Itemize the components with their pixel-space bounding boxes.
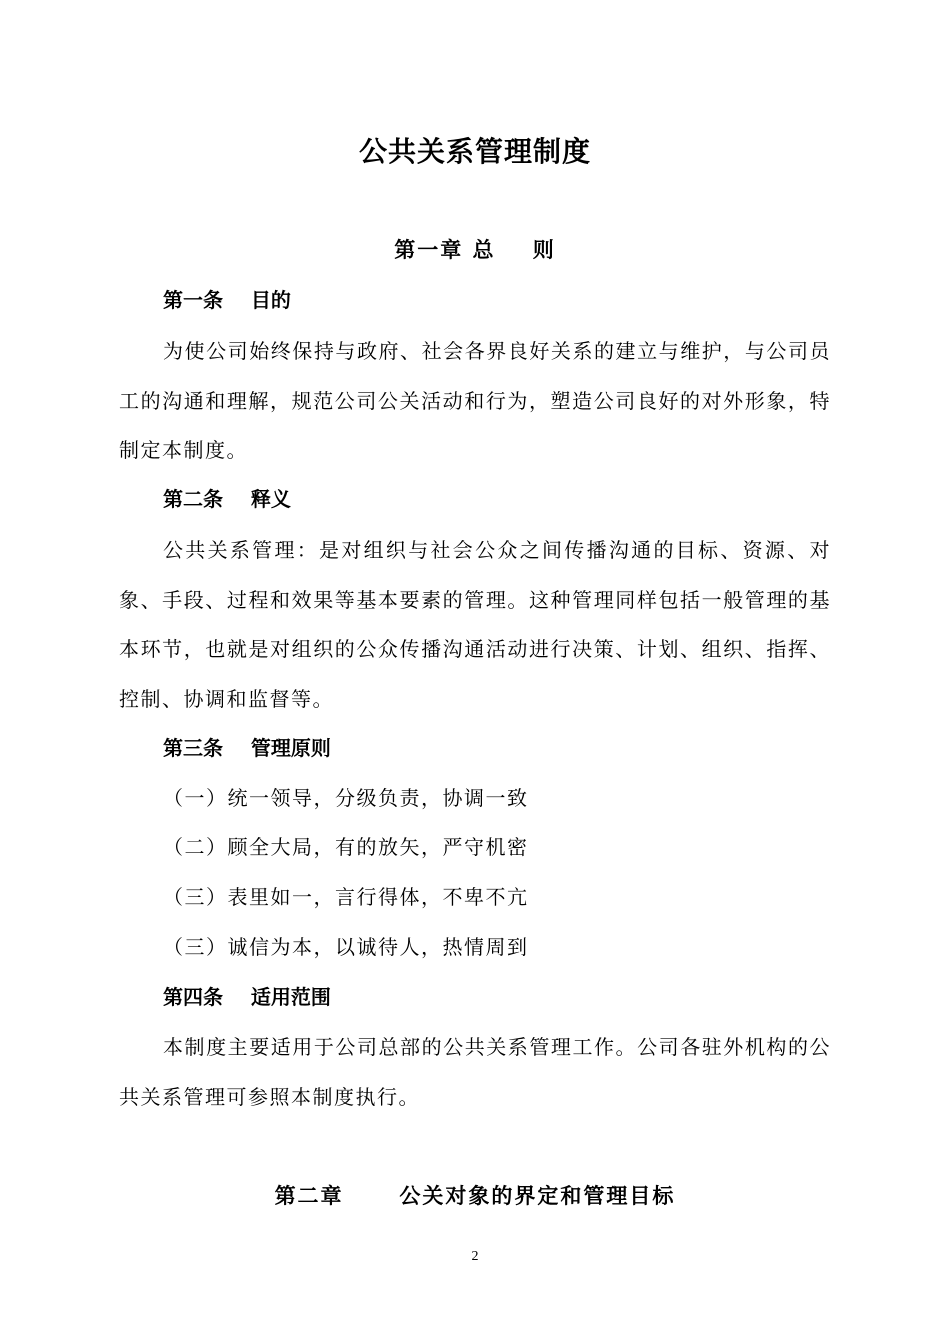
article-1-text: 为使公司始终保持与政府、社会各界良好关系的建立与维护，与公司员工的沟通和理解，规范公司公关活动和行为，塑造公司良好的对外形象，特制定本制度。 — [119, 339, 831, 462]
article-4-text: 本制度主要适用于公司总部的公共关系管理工作。公司各驻外机构的公共关系管理可参照本制度执行。 — [119, 1035, 831, 1109]
article-2-text: 公共关系管理：是对组织与社会公众之间传播沟通的目标、资源、对象、手段、过程和效果等基本要素的管理。这种管理同样包括一般管理的基本环节，也就是对组织的公众传播沟通活动进行决策、计划、组织、指挥、控制、协调和监督等。 — [119, 538, 831, 711]
article-4-heading: 第四条 适用范围 — [163, 985, 331, 1009]
article-2-heading: 第二条 释义 — [163, 487, 291, 511]
page-number: 2 — [471, 1249, 479, 1264]
chapter-2-heading: 第二章 公关对象的界定和管理目标 — [274, 1184, 676, 1208]
article-3-heading: 第三条 管理原则 — [163, 736, 331, 760]
principle-item: （二）顾全大局，有的放矢，严守机密 — [163, 835, 529, 859]
principle-item: （三）诚信为本，以诚待人，热情周到 — [163, 935, 529, 959]
chapter-1-heading: 第一章 总 则 — [394, 238, 556, 262]
principle-item: （三）表里如一，言行得体，不卑不亢 — [163, 885, 529, 909]
document-title: 公共关系管理制度 — [358, 135, 591, 168]
principle-item: （一）统一领导，分级负责，协调一致 — [163, 786, 529, 810]
article-1-heading: 第一条 目的 — [163, 288, 291, 312]
